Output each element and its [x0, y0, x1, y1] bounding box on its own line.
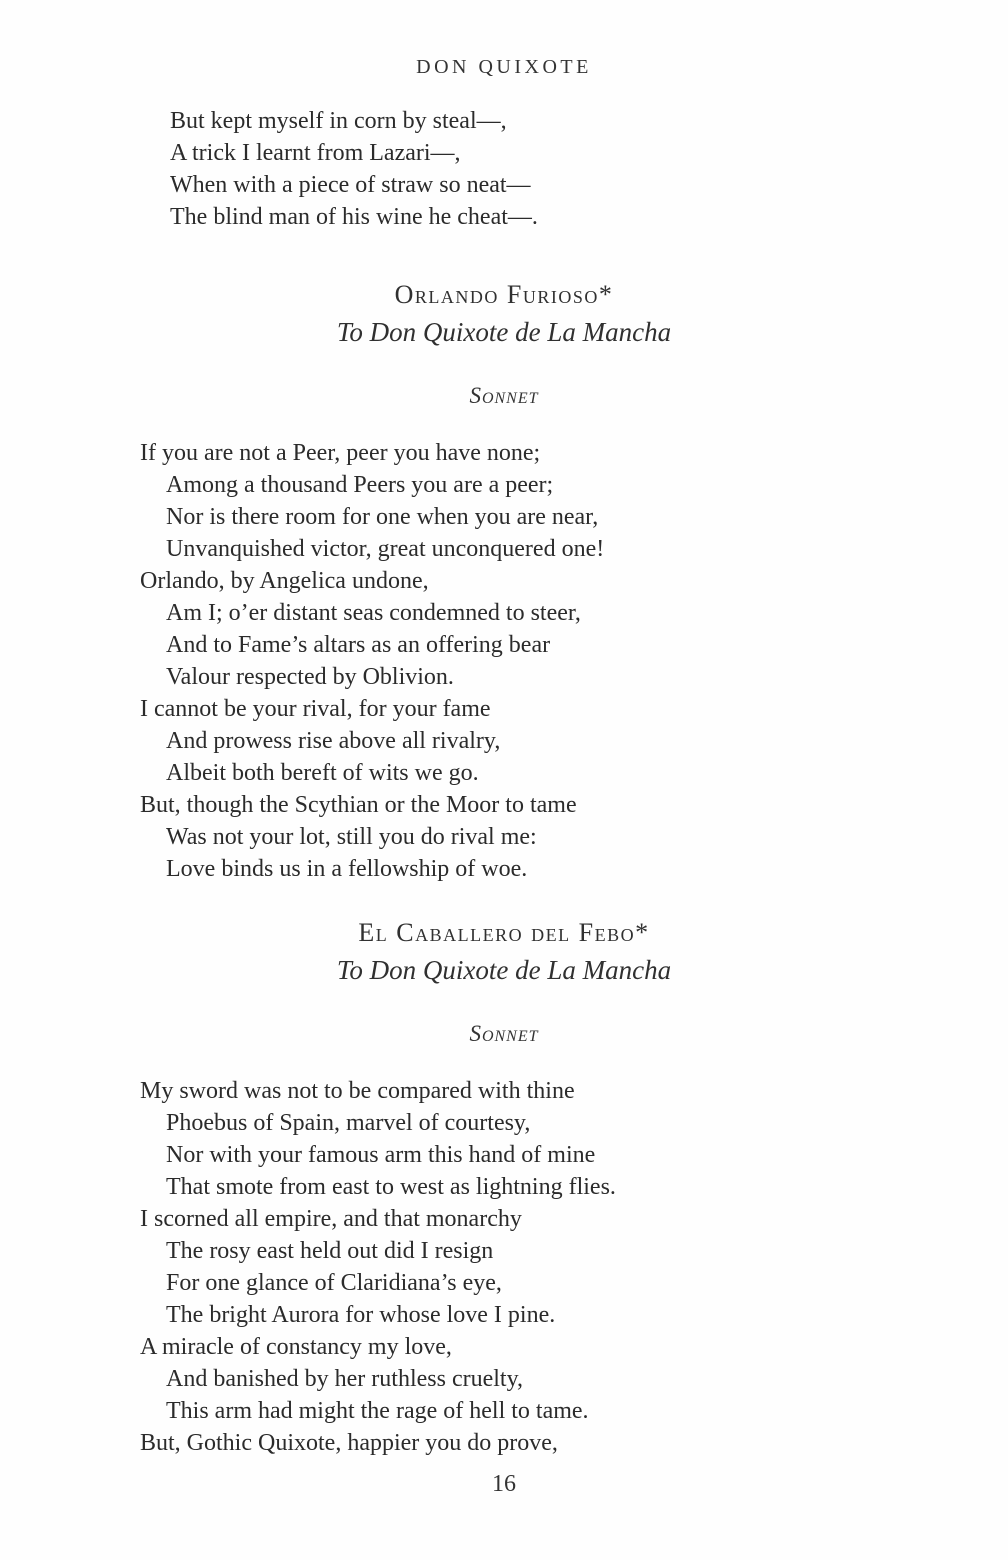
dedication: To Don Quixote de La Mancha [336, 317, 672, 347]
poem-line: And prowess rise above all rivalry, [166, 728, 501, 754]
poem-line: A trick I learnt from Lazari—, [170, 140, 461, 166]
opening-quatrain [170, 105, 1008, 233]
poem-line: But, though the Scythian or the Moor to tame [140, 792, 577, 818]
poem-line: Phoebus of Spain, marvel of courtesy, [166, 1110, 531, 1136]
poem-line: I cannot be your rival, for your fame [140, 696, 491, 722]
poem-line: A miracle of constancy my love, [140, 1334, 452, 1360]
poem-line: If you are not a Peer, peer you have none; [140, 440, 541, 466]
poem-line: When with a piece of straw so neat— [170, 172, 531, 198]
poem-line: I scorned all empire, and that monarchy [140, 1206, 522, 1232]
poem-line: The blind man of his wine he cheat—. [170, 204, 538, 230]
poem-line: And to Fame’s altars as an offering bear [166, 632, 551, 658]
running-header: DON QUIXOTE [416, 56, 592, 78]
author-name: Orlando Furioso* [394, 280, 614, 309]
section-heading-el-caballero-del-febo [0, 915, 1008, 989]
poem-line: Love binds us in a fellowship of woe. [166, 856, 528, 882]
poem-line: The bright Aurora for whose love I pine. [166, 1302, 556, 1328]
page-number: 16 [492, 1471, 516, 1497]
poem-line: But, Gothic Quixote, happier you do prove, [140, 1430, 558, 1456]
poem-line: Unvanquished victor, great unconquered one! [166, 536, 605, 562]
poem-line: Nor with your famous arm this hand of mine [166, 1142, 596, 1168]
poem-line: Among a thousand Peers you are a peer; [166, 472, 554, 498]
section-heading-orlando-furioso [0, 277, 1008, 351]
poem-line: This arm had might the rage of hell to tame. [166, 1398, 589, 1424]
dedication: To Don Quixote de La Mancha [336, 955, 672, 985]
poem-line: And banished by her ruthless cruelty, [166, 1366, 524, 1392]
poem-line: For one glance of Claridiana’s eye, [166, 1270, 502, 1296]
sonnet-label: Sonnet [469, 383, 539, 408]
poem-line: That smote from east to west as lightning flies. [166, 1174, 616, 1200]
poem-line: My sword was not to be compared with thine [140, 1078, 575, 1104]
sonnet-label: Sonnet [469, 1021, 539, 1046]
poem-line: Albeit both bereft of wits we go. [166, 760, 479, 786]
poem-line: The rosy east held out did I resign [166, 1238, 494, 1264]
poem-line: Valour respected by Oblivion. [166, 664, 454, 690]
author-name: El Caballero del Febo* [358, 918, 650, 947]
poem-line: Orlando, by Angelica undone, [140, 568, 429, 594]
poem-line: But kept myself in corn by steal—, [170, 108, 507, 134]
poem-line: Nor is there room for one when you are near, [166, 504, 599, 530]
poem-line: Am I; o’er distant seas condemned to steer, [166, 600, 581, 626]
sonnet-orlando-furioso [140, 437, 1008, 885]
sonnet-el-caballero-del-febo [140, 1075, 1008, 1459]
poem-line: Was not your lot, still you do rival me: [166, 824, 537, 850]
